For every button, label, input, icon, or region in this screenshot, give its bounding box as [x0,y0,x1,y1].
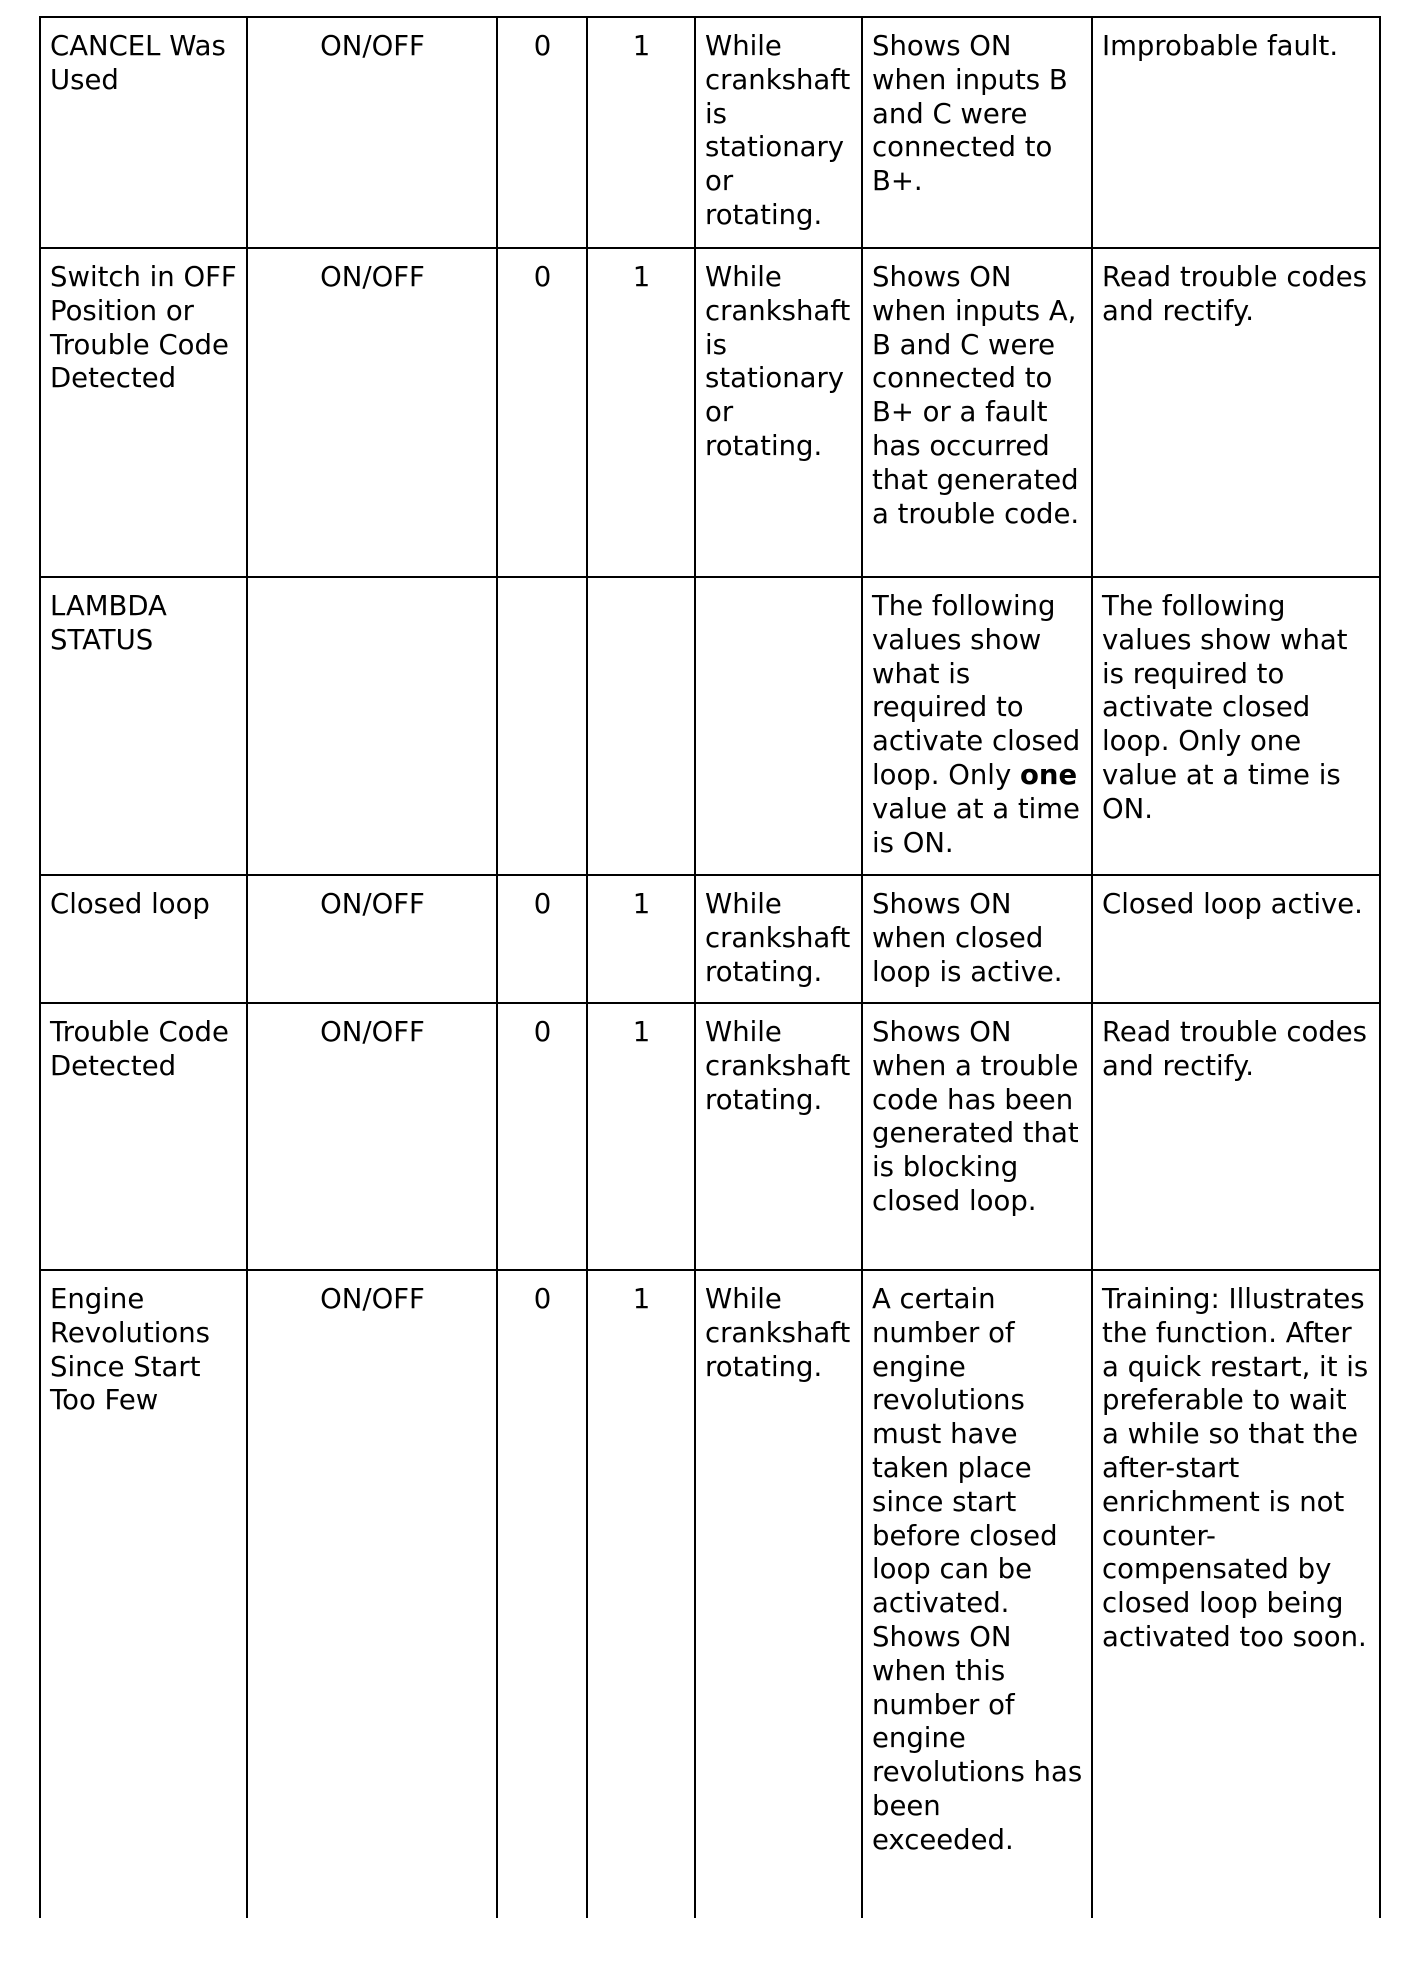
test-condition: While crankshaft is stationary or rotating. [695,248,862,577]
test-condition: While crankshaft rotating. [695,1270,862,1918]
max-value: 1 [587,17,695,248]
max-value: 1 [587,875,695,1003]
value-type: ON/OFF [247,1003,497,1270]
test-condition: While crankshaft rotating. [695,1003,862,1270]
remark: Training: Illustrates the function. After a quick restart, it is preferable to wait a while so that the after-start enrichment is not counter-compensated by closed loop being activated too soon. [1092,1270,1380,1918]
description [862,577,1092,875]
description: Shows ON when closed loop is active. [862,875,1092,1003]
parameter-name: Trouble Code Detected [40,1003,247,1270]
max-value: 1 [587,1003,695,1270]
remark: The following values show what is required to activate closed loop. Only one value at a time is ON. [1092,577,1380,875]
value-type [247,577,497,875]
min-value: 0 [497,1003,587,1270]
description: A certain number of engine revolutions must have taken place since start before closed loop can be activated. Shows ON when this number of engine revolutions has been exceeded. [862,1270,1092,1918]
min-value: 0 [497,17,587,248]
value-type: ON/OFF [247,1270,497,1918]
parameter-name: Closed loop [40,875,247,1003]
test-condition: While crankshaft is stationary or rotating. [695,17,862,248]
max-value: 1 [587,248,695,577]
min-value: 0 [497,248,587,577]
remark: Read trouble codes and rectify. [1092,1003,1380,1270]
value-type: ON/OFF [247,248,497,577]
remark: Read trouble codes and rectify. [1092,248,1380,577]
table-row [40,1270,1380,1918]
test-condition: While crankshaft rotating. [695,875,862,1003]
min-value [497,577,587,875]
parameter-name: CANCEL Was Used [40,17,247,248]
description: Shows ON when a trouble code has been generated that is blocking closed loop. [862,1003,1092,1270]
value-type: ON/OFF [247,875,497,1003]
min-value: 0 [497,875,587,1003]
max-value [587,577,695,875]
description: Shows ON when inputs B and C were connected to B+. [862,17,1092,248]
table-row [40,17,1380,248]
max-value: 1 [587,1270,695,1918]
description-emphasis: one [1019,758,1078,791]
table-row [40,875,1380,1003]
table-row [40,577,1380,875]
parameter-name: LAMBDA STATUS [40,577,247,875]
min-value: 0 [497,1270,587,1918]
parameter-name: Switch in OFF Position or Trouble Code Detected [40,248,247,577]
table-row [40,1003,1380,1270]
description: Shows ON when inputs A, B and C were connected to B+ or a fault has occurred that generated a trouble code. [862,248,1092,577]
table-row [40,248,1380,577]
description-text: value at a time is ON. [872,792,1080,859]
parameter-table [39,16,1381,1918]
parameter-name: Engine Revolutions Since Start Too Few [40,1270,247,1918]
remark: Improbable fault. [1092,17,1380,248]
test-condition [695,577,862,875]
description-text: The following values show what is required to activate closed loop. Only [872,590,1081,791]
remark: Closed loop active. [1092,875,1380,1003]
value-type: ON/OFF [247,17,497,248]
